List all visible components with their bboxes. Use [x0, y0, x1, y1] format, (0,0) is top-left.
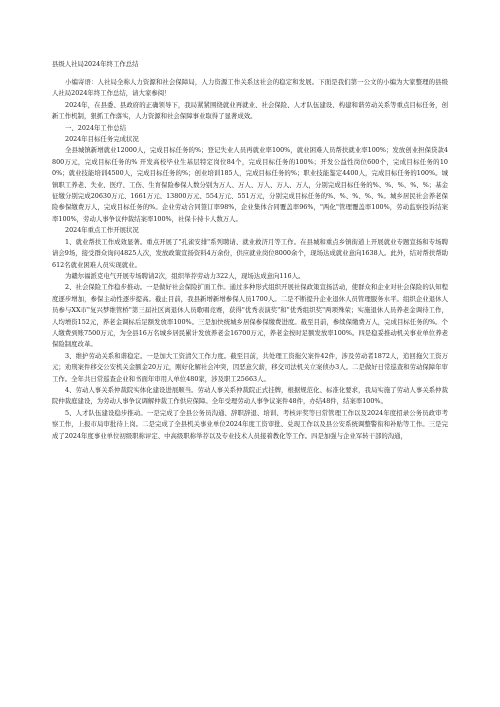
- paragraph: 全县城镇新增就业12000人，完成目标任务的%；登记失业人员再就业率100%，就业困难人员帮扶就业率100%；发放创业担保贷款4800万元，完成目标任务的% 开发高校毕业生基层特定岗位84个，完成目标任务的100%；开发公益性岗位600个，完成目标任务的100%；就业技能培训4500人，完成目标任务的%；创业培训185人，完成目标任务的%；职业技能鉴定4400人，完成目标任务的100%。城镇职工养老、失业、医疗、工伤、生育保险参保人数分别为万人、万人、万人、万人、万人，分别完成目标任务的%、%、%、%、%；基金征缴分别完成20630万元、1661万元、13800万元、554万元、551万元，分别完成目标任务的%、%、%、%、%。城乡居民社会养老保险参保缴费万人，完成目标任务的%。企业劳动合同签订率98%，企业集体合同覆盖率96%，"两化"管理覆盖率100%，劳动监察投诉结案率100%，劳动人事争议仲裁结案率100%，社保卡持卡人数万人。: [52, 146, 448, 223]
- paragraph: 1、就业帮扶工作成效显著。重点开展了"孔雀安排"系列聘请、就业救济月等工作。在县城和重点乡镇街道上开展就业专题宣扬和专场聘请会9场，接受群众询问4825人次，发放政策宣扬资料4万余份，供应就业岗位8000余个，现场达成就业意向1638人。此外，结对帮扶帮助612名就业困难人员实现就业。: [52, 237, 448, 269]
- paragraph: 2024年，在县委、县政府的正确领导下，我局紧紧围绕就业再就业、社会保险、人才队伍建设、构建和谐劳动关系等重点目标任务，创新工作机制，狠抓工作落实，人力资源和社会保障事业取得了显著成效。: [52, 100, 448, 121]
- paragraph: 2、社会保险工作稳步推动。一是做好社会保险扩面工作。通过多种形式组织开展社保政策宣扬活动，使群众和企业对社会保险的认知程度逐步增加，参保主动性逐步提高。截止目前，我县新增新增参保人员1700人。二是不断提升企业退休人员管理服务水平。组织企业退休人员参与XX市"复兴梦维管桥"第三届社区离退休人员歌唱竞赛，获得"优秀表演奖"和"优秀组织奖"两项殊荣；实施退休人员养老金调待工作，人均增资152元，养老金调标后足额发放率100%。三是加快统城乡居保参保缴费进度。截至目前，参续保缴费万人，完成目标任务的%。个人缴费到账7500万元，为全县16万名城乡居民累计发放养老金16700万元，养老金按时足额发放率100%。四是稳妥推动机关事业单位养老保险制度改革。: [52, 283, 448, 349]
- paragraph: 为赣尔福派克电气开展专场聘请2次，组织举荐劳动力322人，现场达成意向116人。: [65, 271, 305, 280]
- subsection-heading: 2024年目标任务完成状况: [65, 135, 139, 144]
- paragraph: 3、维护劳动关系和谐稳定。一是加大工资清欠工作力度。截至目前，共处理工资拖欠案件42件，涉及劳动者1872人，追回拖欠工资万元；劝刑案件移交公安机关金额金20万元，刚好化解社会冲突，因恶意欠薪，移交司法机关立案侦办3人。二是做好日常巡查和劳动保障年审工作。全年共日常巡查企业和书面年审用人单位480家，涉及职工25663人。: [52, 351, 448, 383]
- section-heading: 一、2024年工作总结: [65, 123, 126, 132]
- subsection-heading: 2024年重点工作开展状况: [65, 226, 139, 235]
- document-title: 县级人社局2024年终工作总结: [52, 60, 139, 68]
- paragraph: 4、劳动人事关系仲裁院实体化建设进展顺当。劳动人事关系仲裁院正式挂牌，根据规范化、标准化要求，我局实施了劳动人事关系仲裁院仲裁庭建设，为劳动人事争议调解仲裁工作供应保障。全年受理劳动人事争议案件48件，办结48件，结案率100%。: [52, 385, 448, 406]
- paragraph: 5、人才队伍建设稳步推动。一是完成了全县公务员沟通、辞职辞退、培训、考核评奖等日常管理工作以及2024年度招录公务员政审考察工作，上报市局审批待上岗。二是完成了全县机关事业单位2024年度工资审批、兑现工作以及县公安系统调整警衔和补贴等工作。三是完成了2024年度事业单位初级职称评定、中高级职称举荐以及专业技术人员接着教化等工作。四是加强与企业军转干部的沟通，: [52, 408, 448, 440]
- paragraph: 小编寄语：人社局全称人力资源和社会保障局，人力资源工作关系这社会的稳定和发展。下面是我们第一公文的小编为大家整理的县级人社局2024年终工作总结，请大家参阅！: [52, 78, 448, 98]
